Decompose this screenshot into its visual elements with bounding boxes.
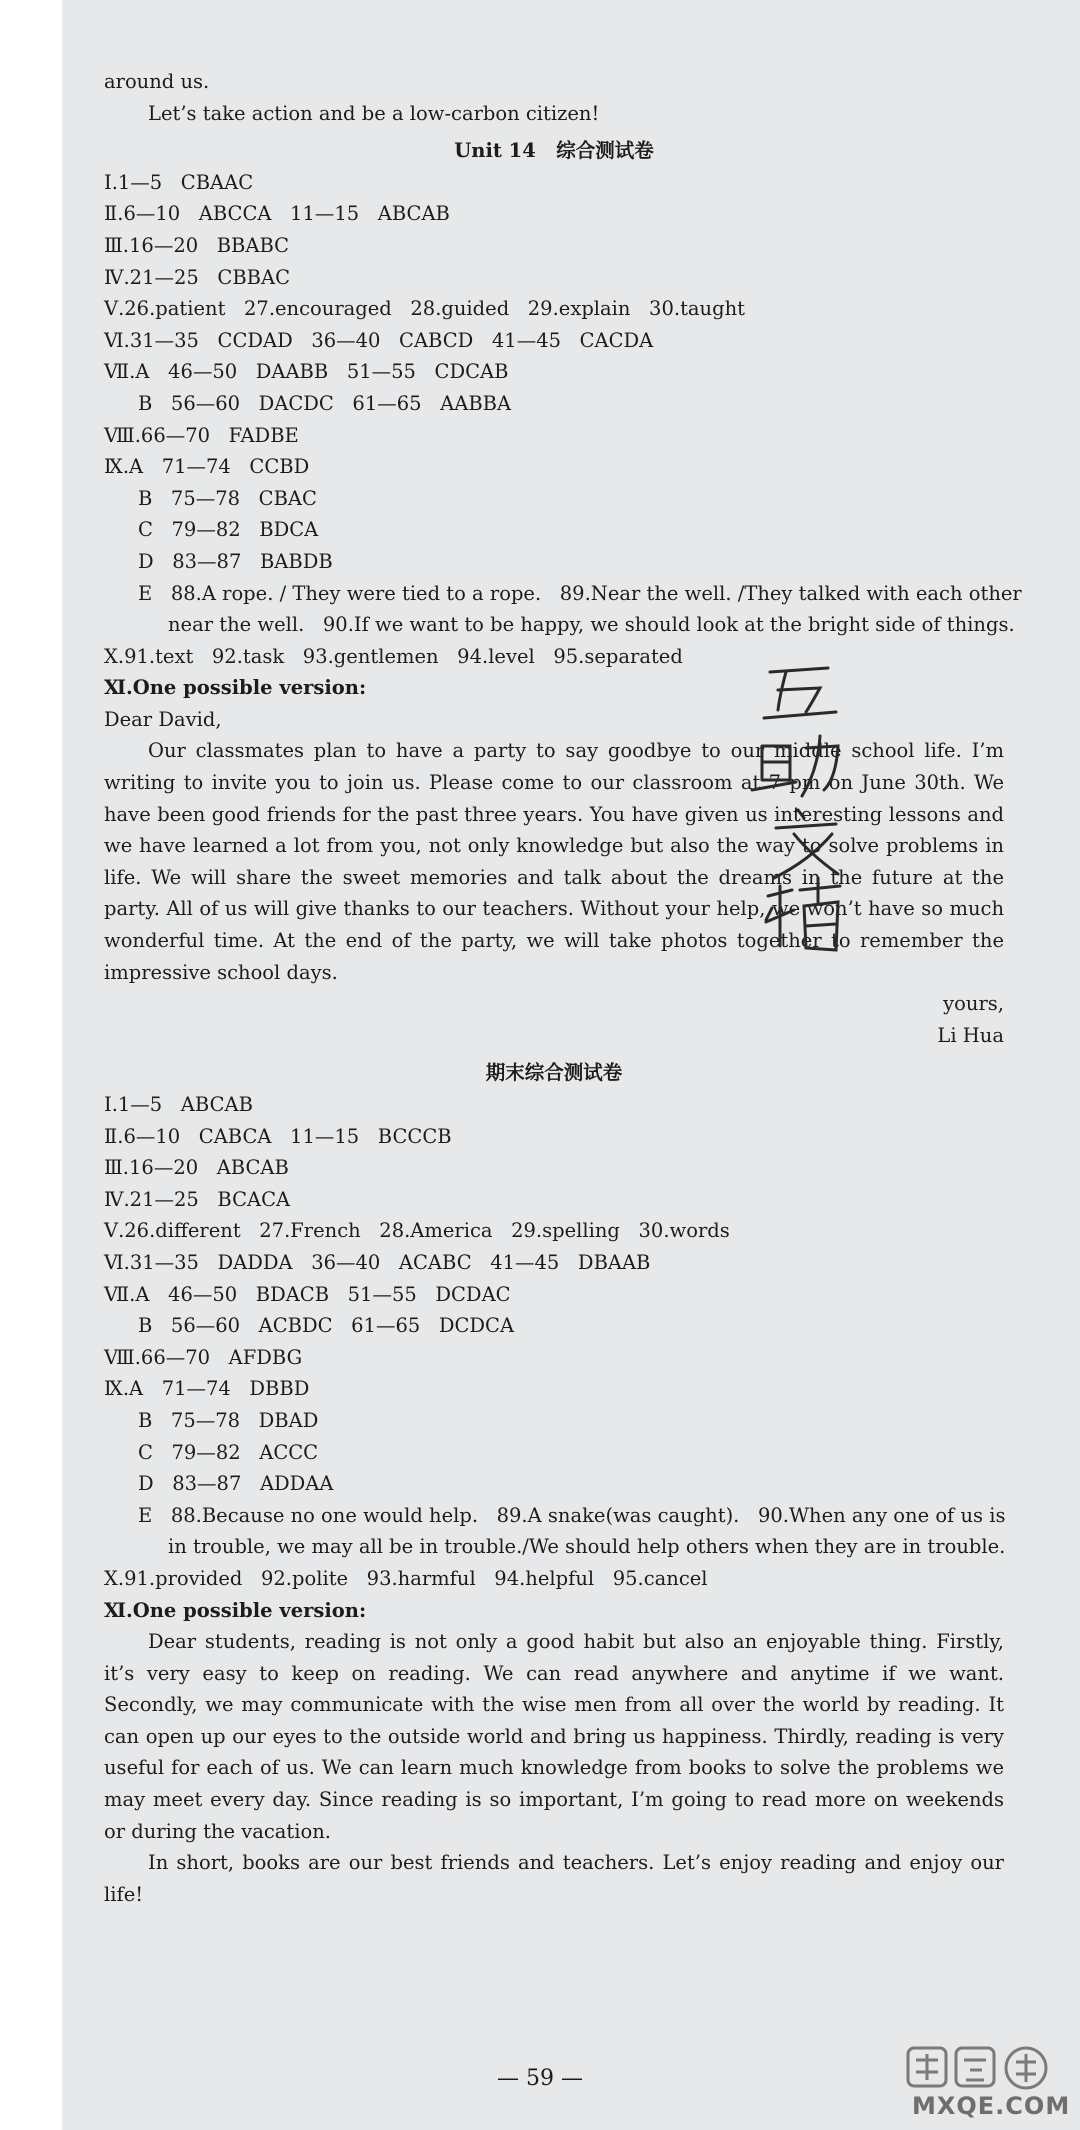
answer-line: Ⅶ.A 46—50 DAABB 51—55 CDCAB — [104, 360, 509, 384]
letter-signature: Li Hua — [937, 1023, 1004, 1047]
handwritten-annotation — [740, 650, 860, 970]
writing-label: Ⅺ.One possible version: — [104, 676, 367, 700]
watermark-url: MXQE.COM — [912, 2092, 1071, 2120]
answer-line: Ⅴ.26.different 27.French 28.America 29.spelling 30.words — [104, 1219, 730, 1243]
essay-paragraph: In short, books are our best friends and teachers. Let’s enjoy reading and enjoy our life! — [104, 1851, 1004, 1906]
answer-line: Ⅸ.A 71—74 DBBD — [104, 1377, 310, 1401]
answer-line: Ⅳ.21—25 BCACA — [104, 1187, 291, 1211]
site-watermark — [900, 2040, 1070, 2125]
answer-line: Ⅱ.6—10 CABCA 11—15 BCCCB — [104, 1124, 452, 1148]
answer-line: Ⅱ.6—10 ABCCA 11—15 ABCAB — [104, 202, 450, 226]
answer-line: Ⅰ.1—5 CBAAC — [104, 170, 254, 194]
answer-line: Ⅹ.91.provided 92.polite 93.harmful 94.helpful 95.cancel — [104, 1566, 708, 1590]
answer-line: B 75—78 DBAD — [138, 1408, 319, 1432]
answer-line: Ⅳ.21—25 CBBAC — [104, 265, 290, 289]
answer-line: E 88.Because no one would help. 89.A snake(was caught). 90.When any one of us is — [138, 1503, 1006, 1527]
text-line: around us. — [104, 70, 210, 93]
unit14-heading-cn: 综合测试卷 — [556, 139, 654, 163]
answer-line: B 75—78 CBAC — [138, 486, 317, 510]
answer-line: D 83—87 BABDB — [138, 549, 333, 573]
answer-line: Ⅷ.66—70 AFDBG — [104, 1345, 303, 1369]
answer-line: C 79—82 BDCA — [138, 518, 319, 542]
closing-sentence: Let’s take action and be a low-carbon citizen! — [148, 101, 600, 125]
letter-signoff: yours, — [943, 992, 1004, 1016]
answer-line: Ⅹ.91.text 92.task 93.gentlemen 94.level 95.separated — [104, 644, 683, 668]
answer-line: C 79—82 ACCC — [138, 1440, 319, 1464]
answer-line: B 56—60 DACDC 61—65 AABBA — [138, 391, 512, 415]
letter-body: Our classmates plan to have a party to say goodbye to our middle school life. I’m writing to invite you to join us. Please come to our classroom at 7 pm on June 30th. We have been good friends for the past three years. You have given us interesting lessons and we have learned a lot from you, not only knowledge but also the way to solve problems in life. We will share the sweet memories and talk about the dreams in the future at the party. All of us will give thanks to our teachers. Without your help, we won’t have so much wonderful time. At the end of the party, we will take photos together to remember the impressive school days. — [104, 739, 1004, 984]
answer-line: near the well. 90.If we want to be happy, we should look at the bright side of things. — [168, 613, 1015, 637]
answer-line: Ⅲ.16—20 ABCAB — [104, 1156, 289, 1180]
answer-line: Ⅵ.31—35 DADDA 36—40 ACABC 41—45 DBAAB — [104, 1250, 651, 1274]
answer-line: in trouble, we may all be in trouble./We should help others when they are in trouble. — [168, 1535, 1006, 1559]
answer-line: Ⅷ.66—70 FADBE — [104, 423, 299, 447]
watermark-logo-icon — [900, 2040, 1070, 2096]
section-heading-unit14 — [104, 135, 1004, 167]
answer-line: D 83—87 ADDAA — [138, 1472, 334, 1496]
answer-line: Ⅶ.A 46—50 BDACB 51—55 DCDAC — [104, 1282, 511, 1306]
answer-page — [104, 66, 1022, 1910]
final-heading-cn: 期末综合测试卷 — [485, 1061, 623, 1085]
answer-line: Ⅴ.26.patient 27.encouraged 28.guided 29.explain 30.taught — [104, 297, 745, 321]
answer-line: Ⅸ.A 71—74 CCBD — [104, 455, 310, 479]
essay-paragraph: Dear students, reading is not only a good habit but also an enjoyable thing. Firstly, it’s very easy to keep on reading. We can read anywhere and anytime if we want. Secondly, we may communicate with the wise men from all over the world by reading. It can open up our eyes to the outside world and bring us happiness. Thirdly, reading is very useful for each of us. We can learn much knowledge from books to solve the problems we may meet every day. Since reading is so important, I’m going to read more on weekends or during the vacation. — [104, 1630, 1004, 1843]
letter-greeting: Dear David, — [104, 707, 222, 731]
answer-line: B 56—60 ACBDC 61—65 DCDCA — [138, 1314, 515, 1338]
unit14-heading: Unit 14 — [454, 139, 536, 163]
answer-line: Ⅲ.16—20 BBABC — [104, 233, 290, 257]
section-heading-final — [104, 1057, 1004, 1089]
answer-line: Ⅵ.31—35 CCDAD 36—40 CABCD 41—45 CACDA — [104, 328, 654, 352]
answer-line: E 88.A rope. / They were tied to a rope. 89.Near the well. /They talked with each other — [138, 581, 1022, 605]
writing-label: Ⅺ.One possible version: — [104, 1598, 367, 1622]
answer-line: Ⅰ.1—5 ABCAB — [104, 1093, 253, 1116]
page-number: — 59 — — [497, 2066, 583, 2091]
